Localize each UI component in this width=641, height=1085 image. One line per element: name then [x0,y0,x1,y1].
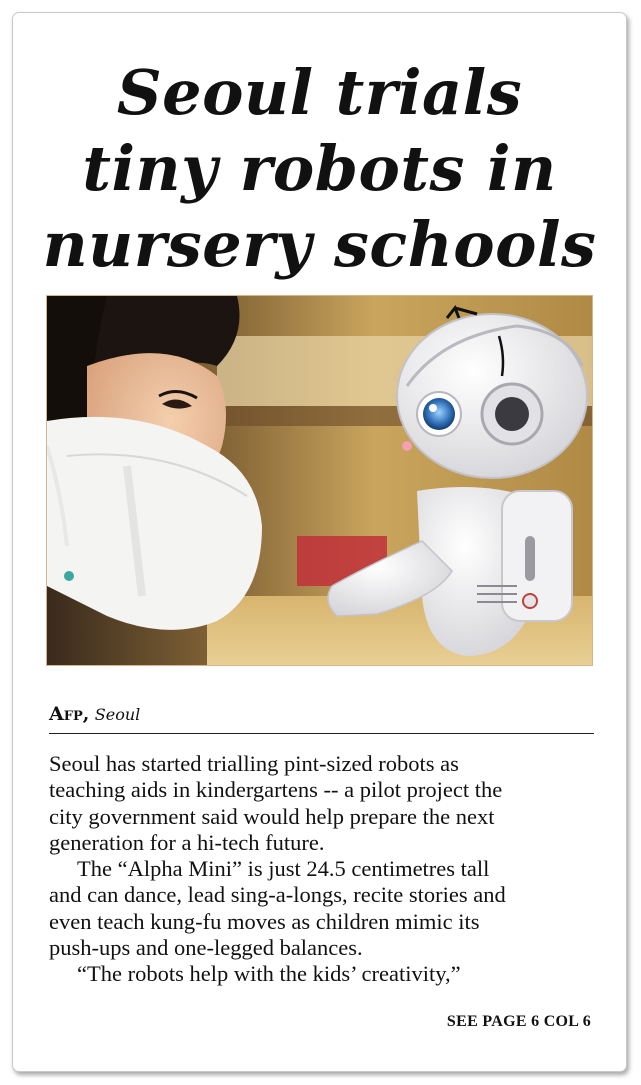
news-card [12,12,627,1072]
headline-line-2: tiny robots in [82,132,557,205]
dateline-source: Afp, [49,703,90,725]
article-photo [46,295,593,666]
paragraph-2 [49,856,609,961]
text-line: “The robots help with the kids’ creativity,” [77,961,461,987]
text-line: even teach kung-fu moves as children mimic its [49,908,480,934]
paragraph-1 [49,751,609,856]
article-body [49,751,609,988]
text-line: generation for a hi-tech future. [49,829,325,855]
text-line: Seoul has started trialling pint-sized robots as [49,751,459,776]
divider [49,733,594,734]
dateline-location: Seoul [94,705,141,724]
paragraph-3 [49,961,609,987]
text-line: and can dance, lead sing-a-longs, recite stories and [49,882,506,908]
text-line: The “Alpha Mini” is just 24.5 centimetres tall [77,856,490,882]
text-line: teaching aids in kindergartens -- a pilot project the [49,777,503,803]
continuation-link[interactable]: SEE PAGE 6 COL 6 [446,1013,591,1030]
text-line: city government said would help prepare the next [49,803,495,829]
headline-line-1: Seoul trials [116,56,523,129]
headline [13,55,626,283]
dateline [49,703,140,725]
text-line: push-ups and one-legged balances. [49,935,363,961]
headline-line-3: nursery schools [42,208,597,281]
